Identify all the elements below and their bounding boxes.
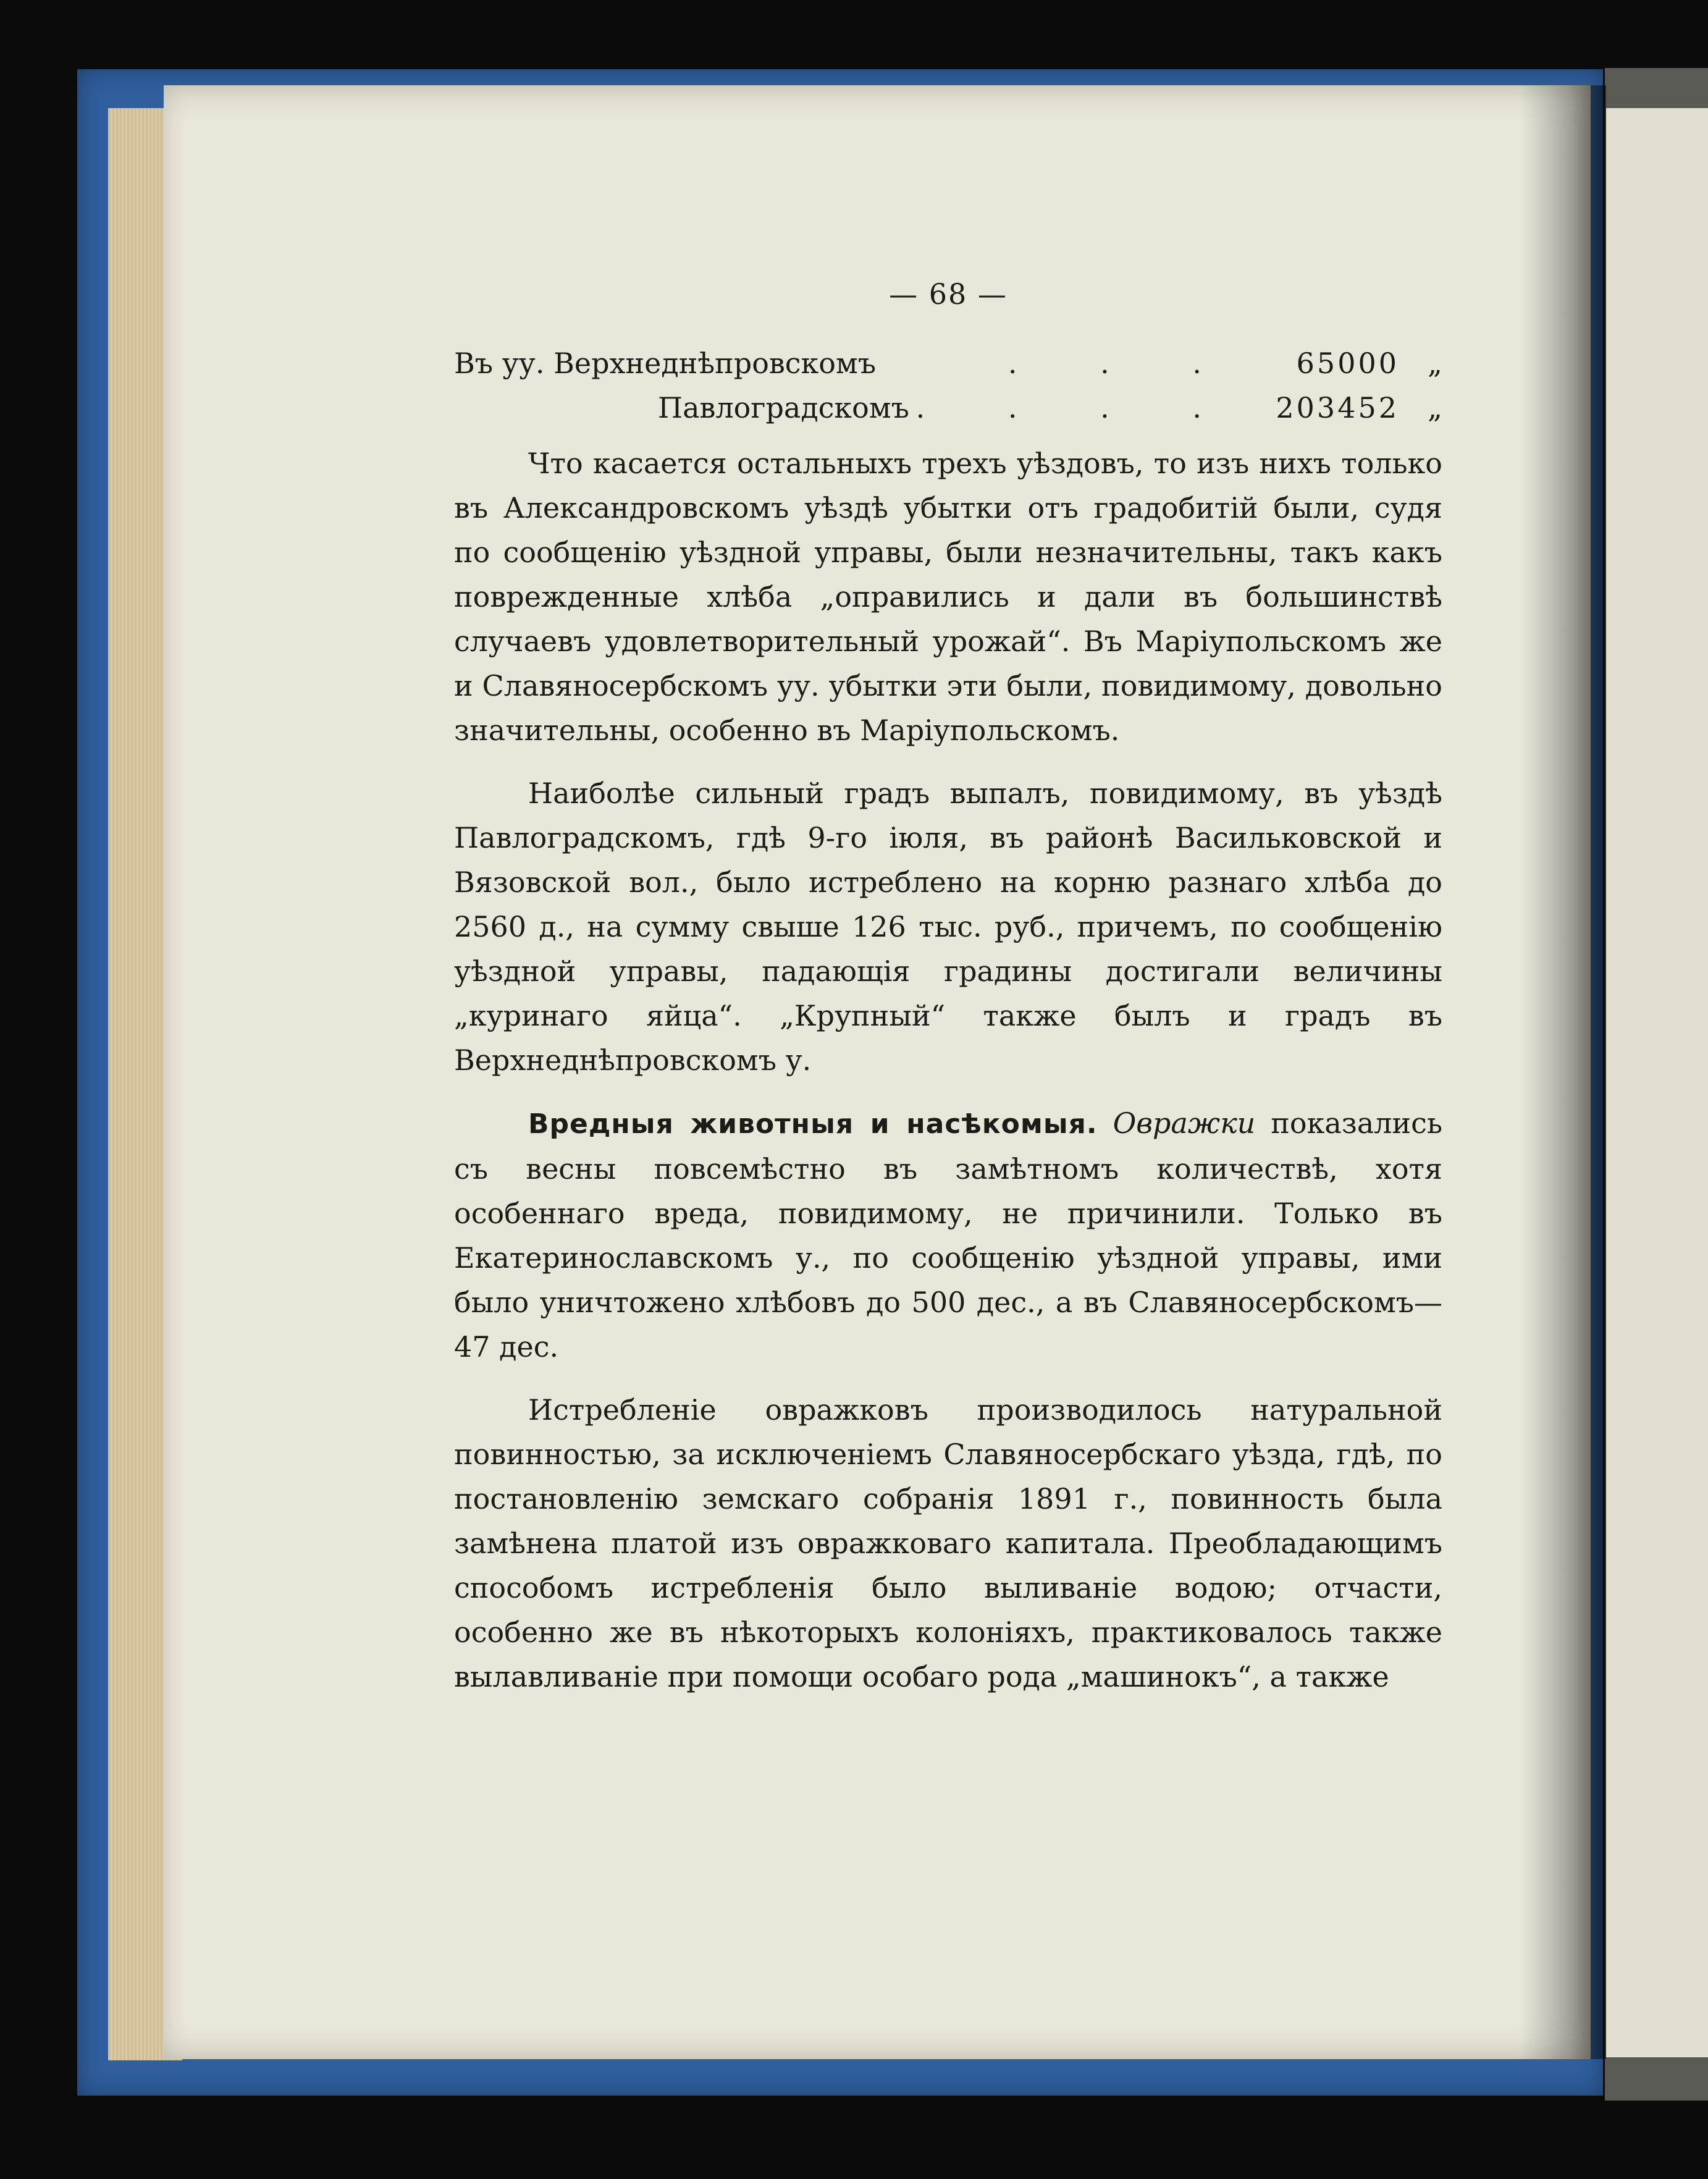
table-row-dots: . . . . [915,391,1239,424]
paragraph-remaining-districts: Что касается остальныхъ трехъ уѣздовъ, то изъ нихъ только въ Александровскомъ уѣздѣ убытки отъ градобитій были, судя по сообщенію уѣздной управы, были незначительны, такъ какъ поврежденные хлѣба „оправились и дали въ большинствѣ случаевъ удовлетворительный урожай“. Въ Маріупольскомъ же и Славяносербскомъ уу. убытки эти были, повидимому, довольно значительны, особенно въ Маріупольскомъ. [454,447,1442,747]
table-row-unit: „ [1428,347,1442,380]
spine-shadow [1520,85,1606,2059]
paragraph-pests [454,1101,1442,1369]
table-row [454,386,1442,430]
table-row-label: Павлоградскомъ [658,391,909,424]
paragraph-extermination: Истребленіе овражковъ производилось натуральной повинностью, за исключеніемъ Славяносербскаго уѣзда, гдѣ, по постановленію земскаго собранія 1891 г., повинность была замѣнена платой изъ овражковаго капитала. Преобладающимъ способомъ истребленія было выливаніе водою; отчасти, особенно же въ нѣкоторыхъ колоніяхъ, практиковалось также вылавливаніе при помощи особаго рода „машинокъ“, а также [454,1393,1442,1693]
section-heading: Вредныя животныя и насѣкомыя. [528,1108,1098,1140]
table-row-unit: „ [1428,391,1442,424]
page-number: — 68 — [889,277,1008,311]
table-row-value: 65000 [1296,347,1399,380]
paragraph-pests-text: показались съ весны повсемѣстно въ замѣтномъ количествѣ, хотя особеннаго вреда, повидимому, не причинили. Только въ Екатеринославскомъ у., по сообщенію уѣздной управы, ими было уничтожено хлѣбовъ до 500 дес., а въ Славяносербскомъ— 47 дес. [454,1106,1442,1363]
table-row [454,341,1442,386]
table-row-dots: . . . [1008,347,1239,380]
facing-page [1606,108,1708,2057]
paragraph-strongest-hail: Наиболѣе сильный градъ выпалъ, повидимому, въ уѣздѣ Павлоградскомъ, гдѣ 9-го іюля, въ районѣ Васильковской и Вязовской вол., было истреблено на корню разнаго хлѣба до 2560 д., на сумму свыше 126 тыс. руб., причемъ, по сообщенію уѣздной управы, падающія градины достигали величины „куринаго яйца“. „Крупный“ также былъ и градъ въ Верхнеднѣпровскомъ у. [454,777,1442,1077]
italic-term: Овражки [1113,1106,1256,1140]
table-row-label: Въ уу. Верхнеднѣпровскомъ [454,347,877,380]
table-row-value: 203452 [1276,391,1399,424]
page-text [454,272,1442,1699]
